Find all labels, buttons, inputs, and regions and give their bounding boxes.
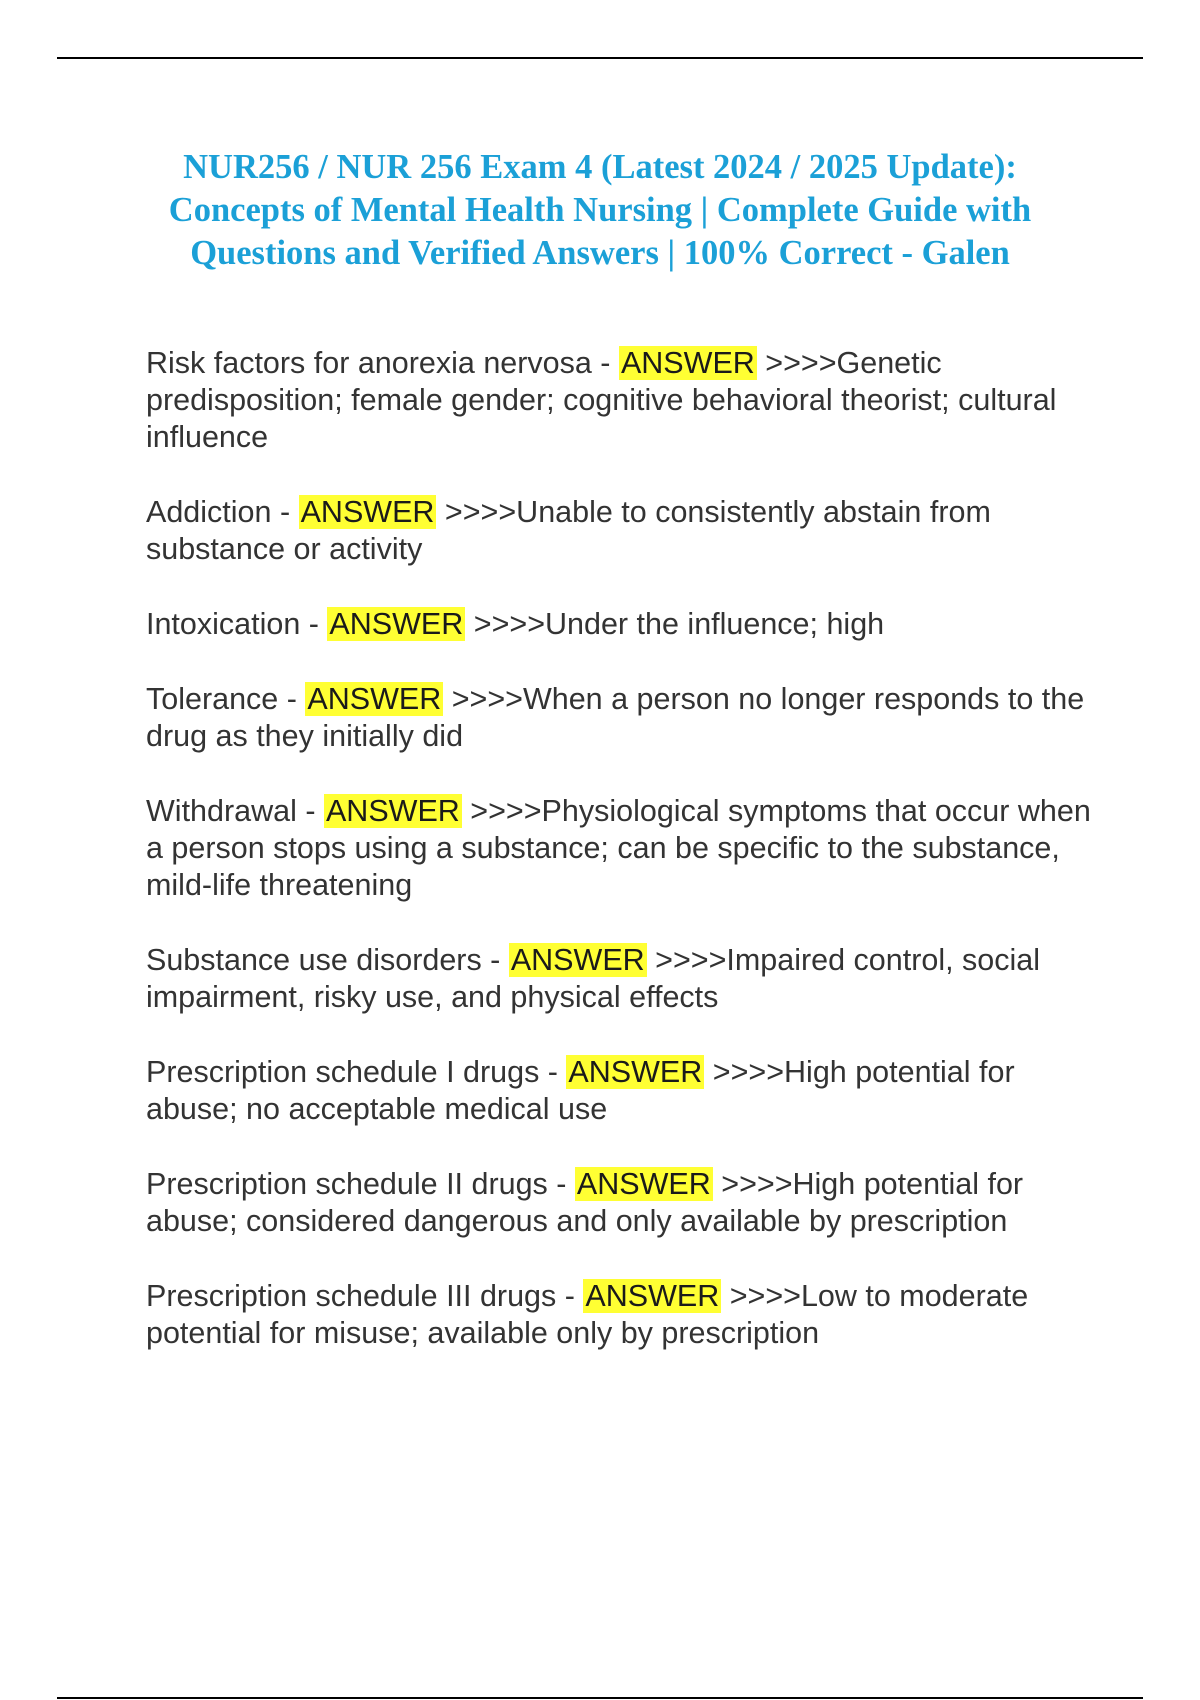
qa-term: Addiction -	[146, 495, 299, 529]
answer-highlight: ANSWER	[620, 346, 755, 380]
answer-highlight: ANSWER	[329, 607, 464, 641]
qa-item	[146, 494, 1106, 568]
answer-highlight: ANSWER	[576, 1167, 711, 1201]
qa-list	[146, 345, 1106, 1390]
qa-item	[146, 793, 1106, 904]
answer-highlight: ANSWER	[307, 682, 442, 716]
qa-answer: >>>>When a person no longer responds to the drug as they initially did	[146, 682, 1085, 753]
qa-item	[146, 345, 1106, 456]
qa-term: Risk factors for anorexia nervosa -	[146, 346, 619, 380]
answer-highlight: ANSWER	[300, 495, 435, 529]
qa-item	[146, 681, 1106, 755]
qa-answer: >>>>Impaired control, social impairment, risky use, and physical effects	[146, 943, 1041, 1014]
answer-highlight: ANSWER	[585, 1279, 720, 1313]
qa-term: Tolerance -	[146, 682, 306, 716]
answer-highlight: ANSWER	[510, 943, 645, 977]
qa-item	[146, 606, 1106, 643]
qa-answer: >>>>Under the influence; high	[465, 607, 885, 641]
qa-term: Prescription schedule III drugs -	[146, 1279, 584, 1313]
qa-term: Substance use disorders -	[146, 943, 509, 977]
qa-item	[146, 1054, 1106, 1128]
qa-answer: >>>>Unable to consistently abstain from substance or activity	[146, 495, 991, 566]
qa-item	[146, 942, 1106, 1016]
document-title: NUR256 / NUR 256 Exam 4 (Latest 2024 / 2025 Update): Concepts of Mental Health Nursing | Complete Guide with Questions and Verified Answers | 100% Correct - Galen	[168, 148, 1032, 272]
qa-term: Withdrawal -	[146, 794, 324, 828]
qa-term: Prescription schedule I drugs -	[146, 1055, 567, 1089]
answer-highlight: ANSWER	[325, 794, 460, 828]
qa-answer: >>>>Low to moderate potential for misuse; available only by prescription	[146, 1279, 1029, 1350]
qa-answer: >>>>High potential for abuse; considered dangerous and only available by prescription	[146, 1167, 1024, 1238]
top-divider	[57, 57, 1143, 59]
qa-term: Intoxication -	[146, 607, 328, 641]
qa-answer: >>>>Genetic predisposition; female gender; cognitive behavioral theorist; cultural influence	[146, 346, 1057, 454]
qa-answer: >>>>High potential for abuse; no acceptable medical use	[146, 1055, 1015, 1126]
qa-item	[146, 1278, 1106, 1352]
qa-term: Prescription schedule II drugs -	[146, 1167, 575, 1201]
answer-highlight: ANSWER	[568, 1055, 703, 1089]
qa-item	[146, 1166, 1106, 1240]
bottom-divider	[57, 1697, 1143, 1699]
qa-answer: >>>>Physiological symptoms that occur when a person stops using a substance; can be specific to the substance, mild-life threatening	[146, 794, 1091, 902]
